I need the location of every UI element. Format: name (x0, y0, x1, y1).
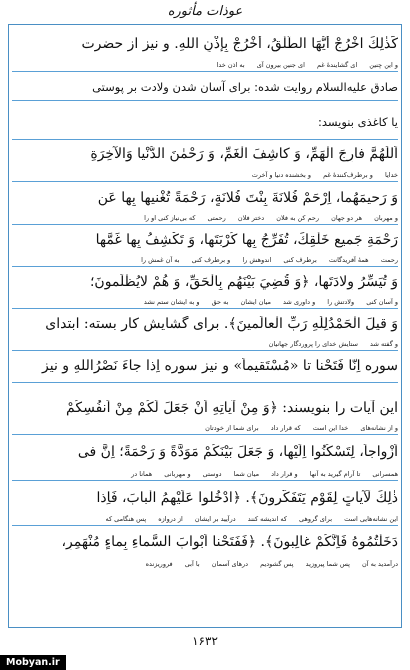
divider (12, 181, 398, 182)
translation-word: با آبى (184, 560, 200, 568)
translation-word: پس گشوديم (260, 560, 294, 568)
translation-word: اى جنين بيرون آى (256, 61, 305, 69)
translation-word: درهاى آسمان (211, 560, 249, 568)
translation-word: همانا در (131, 470, 153, 478)
translation-word: از دروازه (158, 515, 183, 523)
page-number: ۱۶۳۲ (192, 634, 218, 648)
translation-line (12, 340, 398, 348)
translation-word: و مهربان (374, 214, 398, 222)
translation-word: و از نشانه‌هاى (360, 424, 398, 432)
translation-word: ولادتش را (327, 298, 355, 306)
translation-word: پس شما پيروزيد (305, 560, 350, 568)
translation-word: كه انديشه كنند (247, 515, 287, 523)
translation-word: و مهربانى (164, 470, 191, 478)
text-line: صادق عليه‌السلام روايت شده: براى آسان شدن ولادت بر پوستى (92, 80, 398, 94)
translation-word: براى شما از خودتان (205, 424, 259, 432)
translation-word: ميان ايشان (240, 298, 271, 306)
translation-word: و گفته شد (370, 340, 398, 348)
text-line: وَ رَحيمَهُما، اِرْحَمْ فُلانَةَ بِنْتَ فُلانَةٍ، رَحْمَةً تُغْنيها بِها عَن (97, 190, 398, 206)
translation-line (12, 470, 398, 478)
page (4, 0, 406, 670)
translation-word: ستايش خداى را پروردگار جهانيان (268, 340, 358, 348)
divider (12, 434, 398, 435)
translation-line (12, 256, 398, 264)
translation-word: به آن غمش را (141, 256, 180, 264)
translation-word: تا آرام گيريد به آنها (309, 470, 361, 478)
text-line: اَللّٰهُمَّ فارِجَ الْهَمِّ، وَ كاشِفَ الْغَمِّ، وَ رَحْمٰنَ الدُّنْيا وَالآخِرَةِ (90, 146, 398, 162)
translation-word: درآمديد به آن (362, 560, 398, 568)
translation-word: دوستى (202, 470, 222, 478)
translation-line (12, 171, 398, 179)
translation-word: و به ايشان ستم نشد (143, 298, 200, 306)
translation-line (12, 560, 398, 568)
translation-word: كه بى‌نياز كنى او را (144, 214, 196, 222)
translation-word: به اذن خدا (216, 61, 245, 69)
translation-line (12, 298, 398, 306)
translation-line (12, 214, 398, 222)
translation-word: درآييد بر ايشان (194, 515, 236, 523)
watermark: Mobyan.ir (0, 655, 66, 670)
page-title: عوذات مأثوره (167, 4, 243, 19)
text-line: اين آيات را بنويسند: ﴿وَ مِنْ آياتِهِ اَنْ جَعَلَ لَكُمْ مِنْ اَنفُسِكُمْ (66, 400, 398, 416)
text-line: يا كاغذى بنويسد: (317, 115, 398, 129)
translation-word: خدايا (384, 171, 398, 179)
divider (12, 480, 398, 481)
translation-word: رحم كن به فلان (276, 214, 320, 222)
translation-word: و داورى شد (283, 298, 316, 306)
translation-word: رحمت (380, 256, 398, 264)
translation-word: كه قرار داد (270, 424, 301, 432)
divider (12, 266, 398, 267)
text-line: وَ قيلَ الْحَمْدُلِلّٰهِ رَبِّ الْعالَمينَ﴾. براى گشايش كار بسته: ابتداى (45, 316, 398, 332)
text-line: رَحْمَةِ جَميعِ خَلْقِكَ، تُفَرِّجُ بِها كُرْبَتَها، وَ تَكْشِفُ بِها غَمَّها (95, 232, 398, 248)
translation-word: و بخشنده دنيا و آخرت (251, 171, 312, 179)
translation-word: رحمتى (207, 214, 226, 222)
divider (12, 100, 398, 101)
translation-word: پس هنگامى كه (105, 515, 147, 523)
translation-word: به حق (211, 298, 229, 306)
text-line: كَذٰلِكَ اخْرُجْ أَيُّهَا الطَّلْقُ، أُخْرُجْ بِإِذْنِ اللهِ. و نيز از حضرت (81, 36, 398, 52)
translation-word: همسرانى (372, 470, 398, 478)
translation-word: ميان شما (233, 470, 260, 478)
translation-word: اندوهش را (242, 256, 272, 264)
text-line: وَ تُيَسِّرُ وِلادَتَها، ﴿وَ قُضِيَ بَيْنَهُم بِالْحَقِّ، وَ هُمْ لايُظْلَمونَ؛ (89, 274, 398, 290)
translation-line (12, 515, 398, 523)
translation-word: براى گروهى (299, 515, 333, 523)
text-line: ذٰلِكَ لَآياتٍ لِقَوْمٍ يَتَفَكَّرونَ﴾. ﴿ادْخُلوا عَلَيْهِمُ الْبابَ، فَاِذا (96, 490, 398, 506)
translation-word: و برطرف‌كنندهٔ غم (323, 171, 373, 179)
translation-word: خدا اين است (312, 424, 349, 432)
divider (12, 308, 398, 309)
divider (12, 139, 398, 140)
translation-word: و قرار داد (271, 470, 298, 478)
divider (12, 382, 398, 383)
translation-word: و اين چنين (369, 61, 398, 69)
translation-word: اين نشانه‌هايى است (344, 515, 398, 523)
translation-word: فروريزنده (145, 560, 173, 568)
translation-word: همهٔ آفريدگانت (328, 256, 369, 264)
translation-word: و آسان كنى (366, 298, 398, 306)
translation-word: برطرف كنى (283, 256, 317, 264)
text-line: اَزْواجاً، لِتَسْكُنُوا اِلَيْها، وَ جَعَلَ بَيْنَكُمْ مَوَدَّةً وَ رَحْمَةً؛ اِنَّ فى (77, 444, 398, 460)
translation-word: اى گشايندهٔ غم (316, 61, 358, 69)
text-line: دَخَلْتُمُوهُ فَاِنَّكُمْ غالِبونَ﴾. ﴿فَفَتَحْنا اَبْوابَ السَّماءِ بِماءٍ مُنْهَمِرٍ، (61, 534, 398, 550)
divider (12, 224, 398, 225)
text-line: سوره اِنّا فَتَحْنا تا «مُسْتَقيماً» و نيز سوره اِذا جاءَ نَصْرُاللهِ و نيز (42, 358, 398, 374)
translation-word: و برطرف كنى (191, 256, 231, 264)
translation-line (12, 61, 398, 69)
translation-word: هر دو جهان (331, 214, 363, 222)
divider (12, 350, 398, 351)
divider (12, 525, 398, 526)
translation-word: دختر فلان (237, 214, 265, 222)
divider (12, 71, 398, 72)
translation-line (12, 424, 398, 432)
